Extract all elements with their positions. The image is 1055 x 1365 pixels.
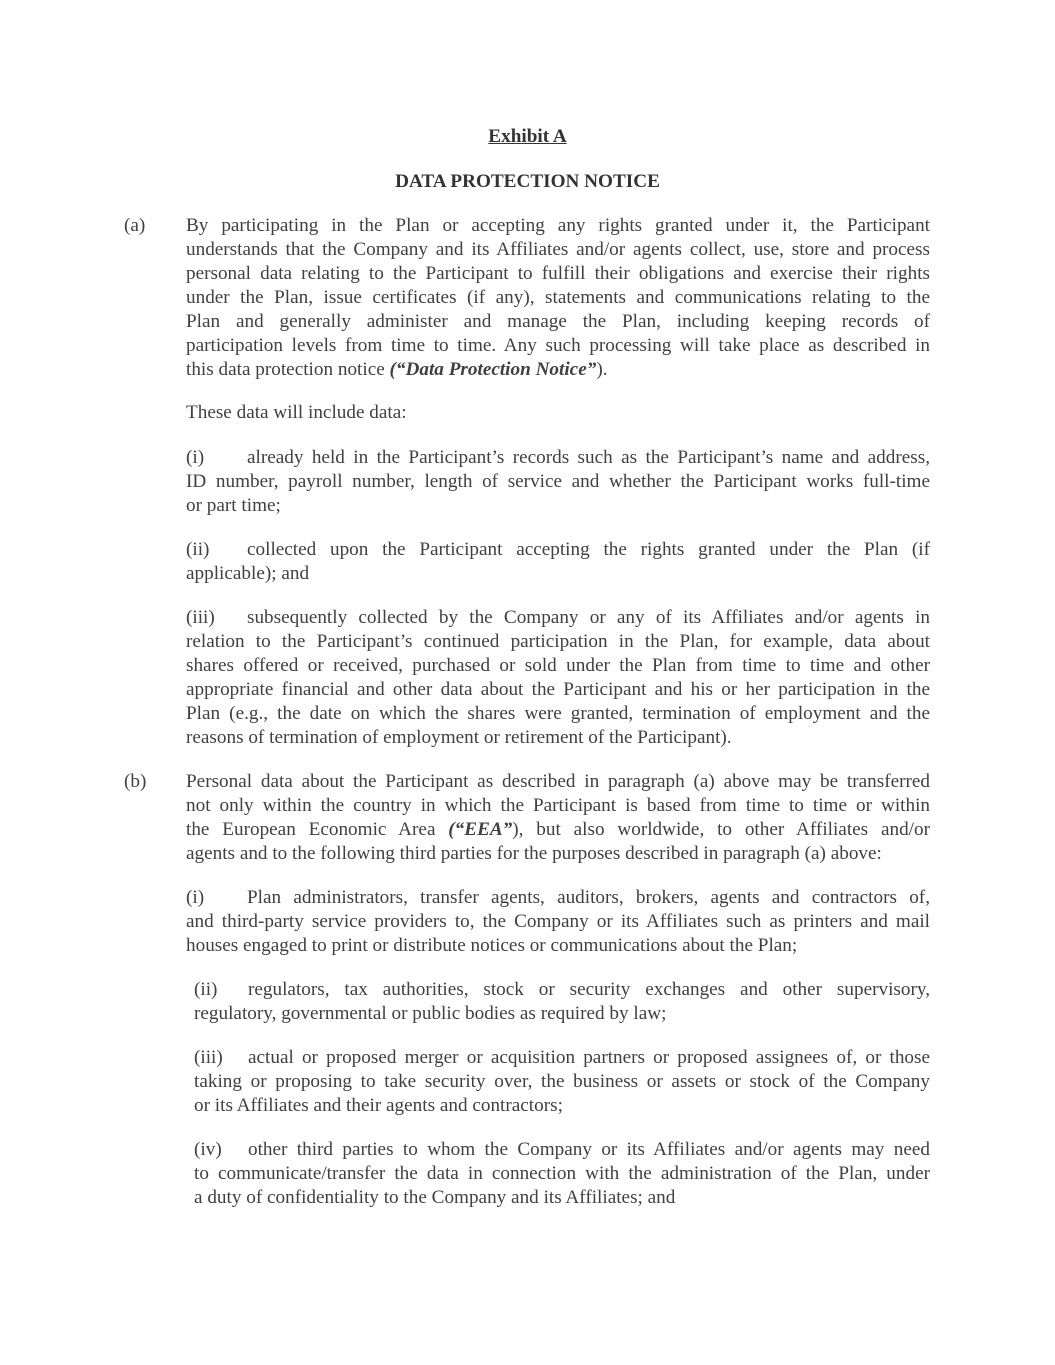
item-line: relation to the Participant’s continued participation in the Plan, for example, data about	[186, 631, 930, 652]
item-line: (iv) other third parties to whom the Company or its Affiliates and/or agents may need	[194, 1139, 930, 1160]
item-line: shares offered or received, purchased or sold under the Plan from time to time and other	[186, 655, 930, 676]
para-b-line: the European Economic Area (“EEA”), but also worldwide, to other Affiliates and/or	[186, 819, 930, 840]
para-b-line: not only within the country in which the Participant is based from time to time or within	[186, 795, 930, 816]
item-line: houses engaged to print or distribute notices or communications about the Plan;	[186, 935, 798, 956]
para-a-item-ii	[186, 538, 930, 586]
para-a-line: under the Plan, issue certificates (if any), statements and communications relating to the	[186, 287, 930, 308]
para-b-body	[186, 770, 930, 866]
para-a-item-iii	[186, 606, 930, 750]
item-line: (iii) subsequently collected by the Company or any of its Affiliates and/or agents in	[186, 607, 930, 628]
para-b-item-iii	[194, 1046, 930, 1118]
para-a-last-prefix: this data protection notice	[186, 359, 390, 380]
para-b-item-iv	[194, 1138, 930, 1210]
item-line: applicable); and	[186, 563, 310, 584]
para-a-line-last	[186, 358, 930, 382]
item-number: (iv)	[194, 1139, 222, 1160]
defined-term-data-protection-notice: (“Data Protection Notice”	[389, 359, 597, 380]
para-a-body	[186, 214, 930, 382]
defined-term-eea: (“EEA”	[448, 819, 513, 840]
item-number: (i)	[186, 887, 205, 908]
item-line: (i) already held in the Participant’s records such as the Participant’s name and address,	[186, 447, 930, 468]
item-line: Plan (e.g., the date on which the shares were granted, termination of employment and the	[186, 703, 930, 724]
para-a-intro: These data will include data:	[186, 402, 407, 423]
item-number: (iii)	[186, 607, 215, 628]
notice-title: DATA PROTECTION NOTICE	[395, 171, 660, 192]
para-b-item-i	[186, 886, 930, 958]
para-b-line: agents and to the following third parties for the purposes described in paragraph (a) above:	[186, 843, 882, 864]
para-a-line: By participating in the Plan or accepting any rights granted under it, the Participant	[186, 215, 930, 236]
item-number: (iii)	[194, 1047, 223, 1068]
item-line: or part time;	[186, 495, 281, 516]
para-a-line: personal data relating to the Participant to fulfill their obligations and exercise their rights	[186, 263, 930, 284]
item-line: (i) Plan administrators, transfer agents, auditors, brokers, agents and contractors of,	[186, 887, 930, 908]
item-number: (i)	[186, 447, 205, 468]
item-line: (ii) regulators, tax authorities, stock or security exchanges and other supervisory,	[194, 979, 930, 1000]
para-a-item-i	[186, 446, 930, 518]
item-line: (iii) actual or proposed merger or acquisition partners or proposed assignees of, or those	[194, 1047, 930, 1068]
para-a-line: Plan and generally administer and manage the Plan, including keeping records of	[186, 311, 930, 332]
exhibit-title: Exhibit A	[488, 126, 567, 147]
item-line: a duty of confidentiality to the Company and its Affiliates; and	[194, 1187, 676, 1208]
item-line: appropriate financial and other data about the Participant and his or her participation in the	[186, 679, 930, 700]
para-a-last-suffix: ).	[596, 359, 608, 380]
para-b-item-ii	[194, 978, 930, 1026]
item-line: reasons of termination of employment or retirement of the Participant).	[186, 727, 732, 748]
item-line: taking or proposing to take security over, the business or assets or stock of the Company	[194, 1071, 930, 1092]
para-b-line: Personal data about the Participant as described in paragraph (a) above may be transferred	[186, 771, 930, 792]
item-line: (ii) collected upon the Participant accepting the rights granted under the Plan (if	[186, 539, 930, 560]
para-b-marker: (b)	[124, 771, 147, 792]
item-line: regulatory, governmental or public bodies as required by law;	[194, 1003, 667, 1024]
item-number: (ii)	[186, 539, 210, 560]
item-number: (ii)	[194, 979, 218, 1000]
item-line: or its Affiliates and their agents and contractors;	[194, 1095, 563, 1116]
para-a-line: understands that the Company and its Affiliates and/or agents collect, use, store and process	[186, 239, 930, 260]
para-a-marker: (a)	[124, 215, 146, 236]
item-line: and third-party service providers to, the Company or its Affiliates such as printers and mail	[186, 911, 930, 932]
para-a-line: participation levels from time to time. Any such processing will take place as described in	[186, 335, 930, 356]
item-line: to communicate/transfer the data in connection with the administration of the Plan, under	[194, 1163, 930, 1184]
item-line: ID number, payroll number, length of service and whether the Participant works full-time	[186, 471, 930, 492]
